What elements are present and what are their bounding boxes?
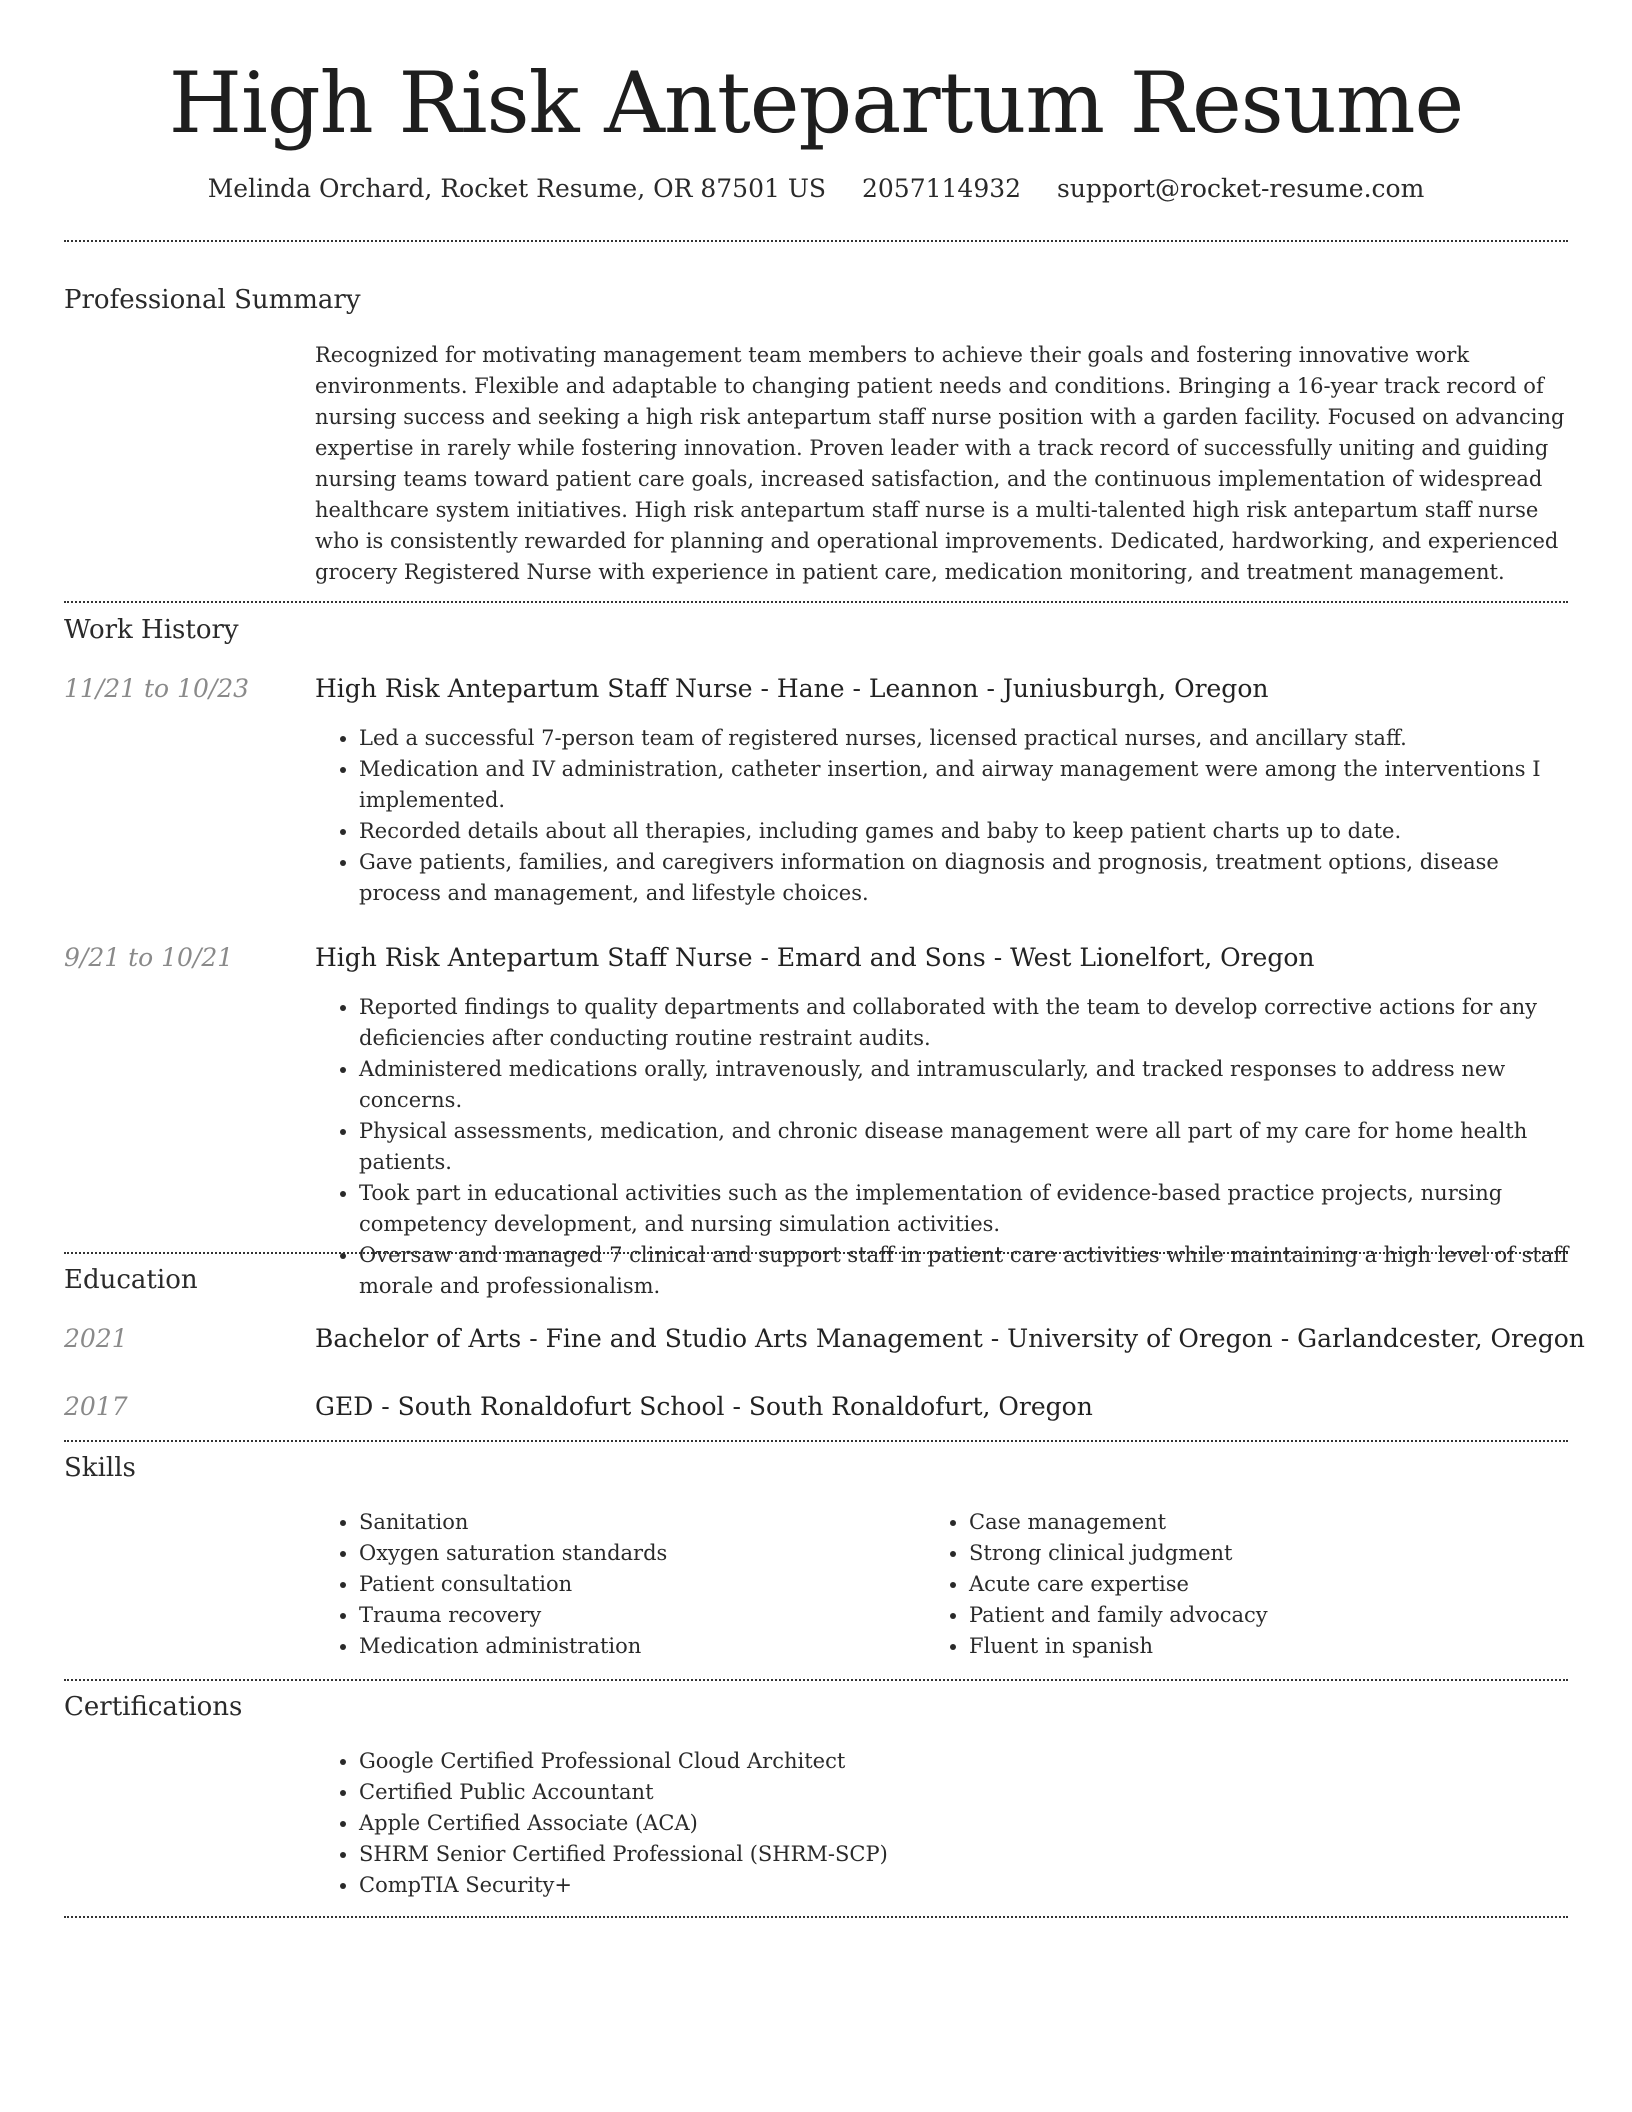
summary-text: Recognized for motivating management team members to achieve their goals and fostering innovative work environments. Flexible and adaptable to changing patient needs and conditions. Bringing a 16-year track record of nursing success and seeking a high risk antepartum staff nurse position with a garden facility. Focused on advancing expertise in rarely while fostering innovation. Proven leader with a track record of successfully uniting and guiding nursing teams toward patient care goals, increased satisfaction, and the continuous implementation of widespread healthcare system initiatives. High risk antepartum staff nurse is a multi-talented high risk antepartum staff nurse who is consistently rewarded for planning and operational improvements. Dedicated, hardworking, and experienced grocery Registered Nurse with experience in patient care, medication monitoring, and treatment management. <box>315 343 1565 584</box>
skill-item: • Strong clinical judgment <box>969 1538 1525 1569</box>
certification-item: • Apple Certified Associate (ACA) <box>359 1808 1575 1839</box>
job-bullet: • Recorded details about all therapies, including games and baby to keep patient charts up to date. <box>359 816 1575 847</box>
education-year: 2017 <box>64 1392 128 1421</box>
skills-list-right <box>925 1507 1525 1662</box>
divider <box>64 1679 1568 1681</box>
job-bullet-list <box>315 723 1575 909</box>
section-heading-education: Education <box>64 1265 198 1295</box>
job-bullet: • Took part in educational activities such as the implementation of evidence-based practice projects, nursing competency development, and nursing simulation activities. <box>359 1178 1575 1240</box>
job-bullet: • Gave patients, families, and caregivers information on diagnosis and prognosis, treatment options, disease process and management, and lifestyle choices. <box>359 847 1575 909</box>
skill-item: • Patient and family advocacy <box>969 1600 1525 1631</box>
job-bullet: • Reported findings to quality departments and collaborated with the team to develop corrective actions for any deficiencies after conducting routine restraint audits. <box>359 992 1575 1054</box>
job-bullet: • Physical assessments, medication, and chronic disease management were all part of my care for home health patients. <box>359 1116 1575 1178</box>
skill-item: • Fluent in spanish <box>969 1631 1525 1662</box>
skill-item: • Case management <box>969 1507 1525 1538</box>
skills-list-left <box>315 1507 915 1662</box>
divider <box>64 1916 1568 1918</box>
section-heading-certifications: Certifications <box>64 1692 243 1722</box>
divider <box>64 1440 1568 1442</box>
job-bullet: • Oversaw and managed 7 clinical and support staff in patient care activities while maintaining a high level of staff morale and professionalism. <box>359 1240 1575 1302</box>
divider <box>64 601 1568 603</box>
divider <box>64 240 1568 242</box>
certification-item: • Certified Public Accountant <box>359 1777 1575 1808</box>
section-heading-skills: Skills <box>64 1453 136 1483</box>
skill-item: • Patient consultation <box>359 1569 915 1600</box>
certification-item: • Google Certified Professional Cloud Architect <box>359 1746 1575 1777</box>
job-title: High Risk Antepartum Staff Nurse - Emard and Sons - West Lionelfort, Oregon <box>315 943 1315 972</box>
certification-item: • SHRM Senior Certified Professional (SHRM-SCP) <box>359 1839 1575 1870</box>
section-heading-work-history: Work History <box>64 615 239 645</box>
job-bullet: • Medication and IV administration, catheter insertion, and airway management were among the interventions I implemented. <box>359 754 1575 816</box>
resume-title: High Risk Antepartum Resume <box>168 54 1464 152</box>
education-year: 2021 <box>64 1324 128 1353</box>
job-bullet: • Administered medications orally, intravenously, and intramuscularly, and tracked responses to address new concerns. <box>359 1054 1575 1116</box>
contact-email[interactable]: support@rocket-resume.com <box>1057 174 1425 203</box>
skill-item: • Oxygen saturation standards <box>359 1538 915 1569</box>
contact-address: Melinda Orchard, Rocket Resume, OR 87501 US <box>207 174 827 203</box>
divider <box>64 1252 1568 1254</box>
section-heading-summary: Professional Summary <box>64 285 361 315</box>
contact-line <box>0 172 1632 206</box>
education-entry: Bachelor of Arts - Fine and Studio Arts Management - University of Oregon - Garlandcester, Oregon <box>315 1324 1585 1353</box>
contact-phone: 2057114932 <box>861 174 1022 203</box>
skill-item: • Sanitation <box>359 1507 915 1538</box>
job-dates: 11/21 to 10/23 <box>64 674 250 703</box>
job-bullet-list <box>315 992 1575 1302</box>
skill-item: • Medication administration <box>359 1631 915 1662</box>
job-dates: 9/21 to 10/21 <box>64 943 234 972</box>
job-title: High Risk Antepartum Staff Nurse - Hane - Leannon - Juniusburgh, Oregon <box>315 674 1269 703</box>
skill-item: • Acute care expertise <box>969 1569 1525 1600</box>
education-entry: GED - South Ronaldofurt School - South Ronaldofurt, Oregon <box>315 1392 1093 1421</box>
certifications-list <box>315 1746 1575 1901</box>
certification-item: • CompTIA Security+ <box>359 1870 1575 1901</box>
skill-item: • Trauma recovery <box>359 1600 915 1631</box>
job-bullet: • Led a successful 7-person team of registered nurses, licensed practical nurses, and ancillary staff. <box>359 723 1575 754</box>
